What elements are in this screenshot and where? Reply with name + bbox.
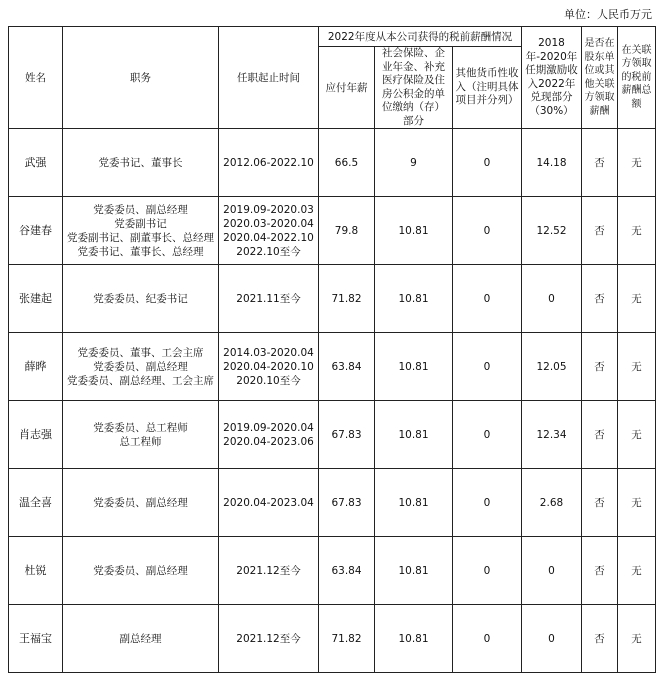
- table-row: [9, 265, 656, 333]
- cell-social: 10.81: [375, 197, 453, 265]
- cell-position: 党委委员、副总经理: [63, 537, 219, 605]
- cell-related: 无: [618, 129, 656, 197]
- cell-social: 10.81: [375, 265, 453, 333]
- cell-other: 0: [453, 333, 522, 401]
- cell-salary: 67.83: [319, 401, 375, 469]
- unit-label: 单位：人民币万元: [564, 8, 652, 21]
- cell-tenure: 2021.12至今: [219, 605, 319, 673]
- header-salary: 应付年薪: [319, 47, 375, 129]
- cell-position: 党委委员、总工程师 总工程师: [63, 401, 219, 469]
- cell-shareholder: 否: [582, 129, 618, 197]
- cell-salary: 71.82: [319, 605, 375, 673]
- header-group-2022: 2022年度从本公司获得的税前薪酬情况: [319, 27, 522, 47]
- header-name: 姓名: [9, 27, 63, 129]
- cell-social: 10.81: [375, 401, 453, 469]
- cell-position: 党委委员、董事、工会主席 党委委员、副总经理 党委委员、副总经理、工会主席: [63, 333, 219, 401]
- cell-position: 党委书记、董事长: [63, 129, 219, 197]
- header-social-insurance: 社会保险、企业年金、补充医疗保险及住房公积金的单位缴纳（存）部分: [375, 47, 453, 129]
- cell-social: 9: [375, 129, 453, 197]
- header-shareholder-pay: 是否在股东单位或其他关联方领取薪酬: [582, 27, 618, 129]
- cell-related: 无: [618, 197, 656, 265]
- cell-incentive: 0: [522, 537, 582, 605]
- cell-social: 10.81: [375, 605, 453, 673]
- cell-other: 0: [453, 129, 522, 197]
- cell-incentive: 14.18: [522, 129, 582, 197]
- cell-name: 谷建春: [9, 197, 63, 265]
- cell-other: 0: [453, 197, 522, 265]
- table-row: [9, 469, 656, 537]
- cell-shareholder: 否: [582, 605, 618, 673]
- cell-related: 无: [618, 605, 656, 673]
- cell-incentive: 0: [522, 605, 582, 673]
- table-row: [9, 333, 656, 401]
- table-row: [9, 197, 656, 265]
- cell-tenure: 2012.06-2022.10: [219, 129, 319, 197]
- cell-tenure: 2020.04-2023.04: [219, 469, 319, 537]
- cell-salary: 79.8: [319, 197, 375, 265]
- cell-name: 薛晔: [9, 333, 63, 401]
- cell-shareholder: 否: [582, 333, 618, 401]
- cell-related: 无: [618, 265, 656, 333]
- cell-incentive: 12.34: [522, 401, 582, 469]
- cell-shareholder: 否: [582, 537, 618, 605]
- table-row: [9, 129, 656, 197]
- cell-salary: 67.83: [319, 469, 375, 537]
- cell-name: 杜锐: [9, 537, 63, 605]
- cell-position: 党委委员、纪委书记: [63, 265, 219, 333]
- cell-shareholder: 否: [582, 197, 618, 265]
- cell-incentive: 12.52: [522, 197, 582, 265]
- compensation-table: [8, 26, 656, 673]
- cell-salary: 71.82: [319, 265, 375, 333]
- cell-shareholder: 否: [582, 469, 618, 537]
- cell-other: 0: [453, 265, 522, 333]
- header-related-pay: 在关联方领取的税前薪酬总额: [618, 27, 656, 129]
- cell-position: 党委委员、副总经理 党委副书记 党委副书记、副董事长、总经理 党委书记、董事长、总经理: [63, 197, 219, 265]
- cell-position: 副总经理: [63, 605, 219, 673]
- table-row: [9, 537, 656, 605]
- header-tenure: 任职起止时间: [219, 27, 319, 129]
- cell-tenure: 2021.11至今: [219, 265, 319, 333]
- cell-related: 无: [618, 333, 656, 401]
- cell-other: 0: [453, 537, 522, 605]
- cell-name: 武强: [9, 129, 63, 197]
- cell-related: 无: [618, 537, 656, 605]
- cell-position: 党委委员、副总经理: [63, 469, 219, 537]
- cell-name: 肖志强: [9, 401, 63, 469]
- cell-social: 10.81: [375, 537, 453, 605]
- table-row: [9, 401, 656, 469]
- header-position: 职务: [63, 27, 219, 129]
- cell-other: 0: [453, 401, 522, 469]
- cell-incentive: 0: [522, 265, 582, 333]
- cell-social: 10.81: [375, 333, 453, 401]
- cell-related: 无: [618, 401, 656, 469]
- cell-related: 无: [618, 469, 656, 537]
- cell-shareholder: 否: [582, 265, 618, 333]
- table-row: [9, 605, 656, 673]
- cell-name: 温全喜: [9, 469, 63, 537]
- cell-tenure: 2021.12至今: [219, 537, 319, 605]
- cell-salary: 63.84: [319, 537, 375, 605]
- cell-name: 张建起: [9, 265, 63, 333]
- cell-incentive: 2.68: [522, 469, 582, 537]
- cell-other: 0: [453, 605, 522, 673]
- cell-incentive: 12.05: [522, 333, 582, 401]
- cell-salary: 63.84: [319, 333, 375, 401]
- cell-tenure: 2014.03-2020.04 2020.04-2020.10 2020.10至今: [219, 333, 319, 401]
- cell-salary: 66.5: [319, 129, 375, 197]
- cell-other: 0: [453, 469, 522, 537]
- cell-shareholder: 否: [582, 401, 618, 469]
- cell-tenure: 2019.09-2020.03 2020.03-2020.04 2020.04-2022.10 2022.10至今: [219, 197, 319, 265]
- cell-tenure: 2019.09-2020.04 2020.04-2023.06: [219, 401, 319, 469]
- cell-social: 10.81: [375, 469, 453, 537]
- header-other-income: 其他货币性收入（注明具体项目并分列）: [453, 47, 522, 129]
- header-incentive: 2018年-2020年任期激励收入2022年兑现部分（30%）: [522, 27, 582, 129]
- cell-name: 王福宝: [9, 605, 63, 673]
